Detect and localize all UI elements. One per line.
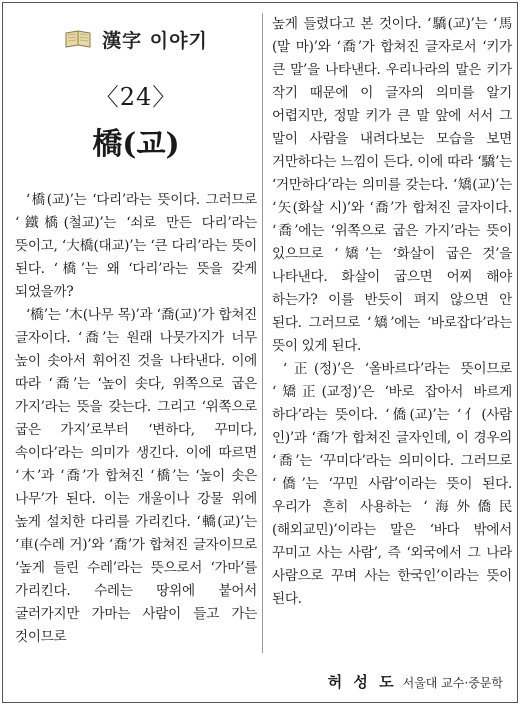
paragraph: ‘橋’는 ‘木(나무 목)’과 ‘喬(교)’가 합쳐진 글자이다. ‘喬’는 원래 나뭇가지가 너무 높이 솟아서 휘어진 것을 나타낸다. 이에 따라 ‘喬’는 ‘높이 솟다, 위쪽으로 굽은 가지’라는 뜻을 갖는다. 그리고 ‘위쪽으로 굽은 가지’로부터 ‘변하다, 꾸미다, 속이다’라는 의미가 생긴다. 이에 따르면 ‘木’과 ‘喬’가 합쳐진 ‘橋’는 ‘높이 솟은 나무’가 된다. 이는 개울이나 강물 위에 높게 설치한 다리를 가리킨다. ‘轎(교)’는 ‘車(수레 거)’와 ‘喬’가 합쳐진 글자이므로 ‘높게 들린 수레’라는 뜻으로서 ‘가마’를 가리킨다. 수레는 땅위에 붙어서 굴러가지만 가마는 사람이 들고 가는 것이므로 <box>15 307 257 645</box>
right-column <box>272 13 512 611</box>
book-icon <box>64 28 92 50</box>
author-affiliation: 서울대 교수·중문학 <box>402 676 503 690</box>
article-page <box>2 2 518 703</box>
paragraph: 높게 들렸다고 본 것이다. ‘驕(교)’는 ‘馬(말 마)’와 ‘喬’가 합쳐진 글자로서 ‘키가 큰 말’을 나타낸다. 우리나라의 말은 키가 작기 때문에 이 글자의 의미를 알기 어렵지만, 정말 키가 큰 말 앞에 서서 그 말이 사람을 내려다보는 모습을 보면 거만하다는 느낌이 든다. 이에 따라 ‘驕’는 ‘거만하다’라는 의미를 갖는다. ‘矯(교)’는 ‘矢(화살 시)’와 ‘喬’가 합쳐진 글자이다. ‘喬’에는 ‘위쪽으로 굽은 가지’라는 뜻이 있으므로 ‘矯’는 ‘화살이 굽은 것’을 나타낸다. 화살이 굽으면 어찌 해야 하는가? 이를 반듯이 펴지 않으면 안 된다. 그러므로 ‘矯’에는 ‘바로잡다’라는 뜻이 있게 된다. <box>272 16 512 354</box>
left-column <box>15 13 257 649</box>
column-title: 漢字 이야기 <box>102 29 208 52</box>
author-name: 허 성 도 <box>327 673 397 691</box>
column-header <box>15 17 257 61</box>
paragraph: ‘正(정)’은 ‘올바르다’라는 뜻이므로 ‘矯正(교정)’은 ‘바로 잡아서 바르게 하다’라는 뜻이다. ‘僑(교)’는 ‘亻(사람 인)’과 ‘喬’가 합쳐진 글자인데, 이 경우의 ‘喬’는 ‘꾸미다’라는 의미이다. 그러므로 ‘僑’는 ‘꾸민 사람’이라는 뜻이 된다. 우리가 흔히 사용하는 ‘海外僑民(해외교민)’이라는 말은 ‘바다 밖에서 꾸미고 사는 사람’, 즉 ‘외국에서 그 나라 사람으로 꾸며 사는 한국인’이라는 뜻이 된다. <box>272 361 512 607</box>
article-title: 橋(교) <box>92 127 180 162</box>
series-number: 〈24〉 <box>94 83 178 111</box>
byline <box>328 671 503 692</box>
column-divider <box>262 13 263 653</box>
paragraph: ‘橋(교)’는 ‘다리’라는 뜻이다. 그러므로 ‘鐵橋(철교)’는 ‘쇠로 만든 다리’라는 뜻이고, ‘大橋(대교)’는 ‘큰 다리’라는 뜻이 된다. ‘橋’는 왜 ‘다리’라는 뜻을 갖게 되었을까? <box>15 192 257 300</box>
